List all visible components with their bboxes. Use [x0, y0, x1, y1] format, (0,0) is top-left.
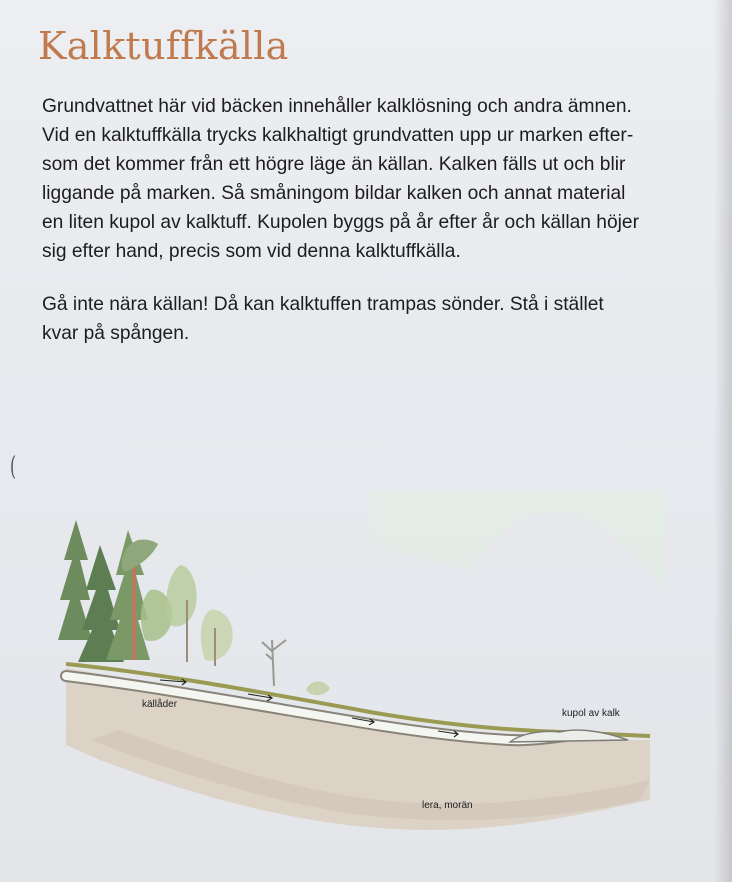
spring-cross-section-diagram	[0, 480, 732, 860]
sign-title: Kalktuffkälla	[38, 24, 289, 68]
label-spring-vein: källåder	[142, 699, 178, 710]
tree-trunk	[214, 628, 216, 666]
tree-trunk	[186, 600, 188, 662]
tree-young	[201, 610, 233, 661]
warning-paragraph: Gå inte nära källan! Då kan kalktuffen trampas sönder. Stå i stället kvar på spången.	[42, 294, 604, 344]
description-paragraph: Grundvattnet här vid bäcken innehåller kalklösning och andra ämnen. Vid en kalktuffkälla trycks kalkhaltigt grundvatten upp ur marken efter- som det kommer från ett högre läge än källan. Kalken fälls ut och blir liggande på marken. Så småningom bildar kalken och annat material en liten kupol av kalktuff. Kupolen byggs på år efter år och källan höjer sig efter hand, precis som vid denna kalktuffkälla.	[42, 96, 639, 262]
tree-trunk	[132, 560, 136, 660]
stray-mark: (	[10, 452, 17, 482]
background-arch	[370, 490, 665, 590]
dead-tree	[262, 640, 286, 686]
shrub	[306, 681, 330, 695]
tree-birch	[166, 565, 196, 626]
label-soil: lera, morän	[422, 800, 473, 811]
label-calc-dome: kupol av kalk	[562, 708, 620, 719]
